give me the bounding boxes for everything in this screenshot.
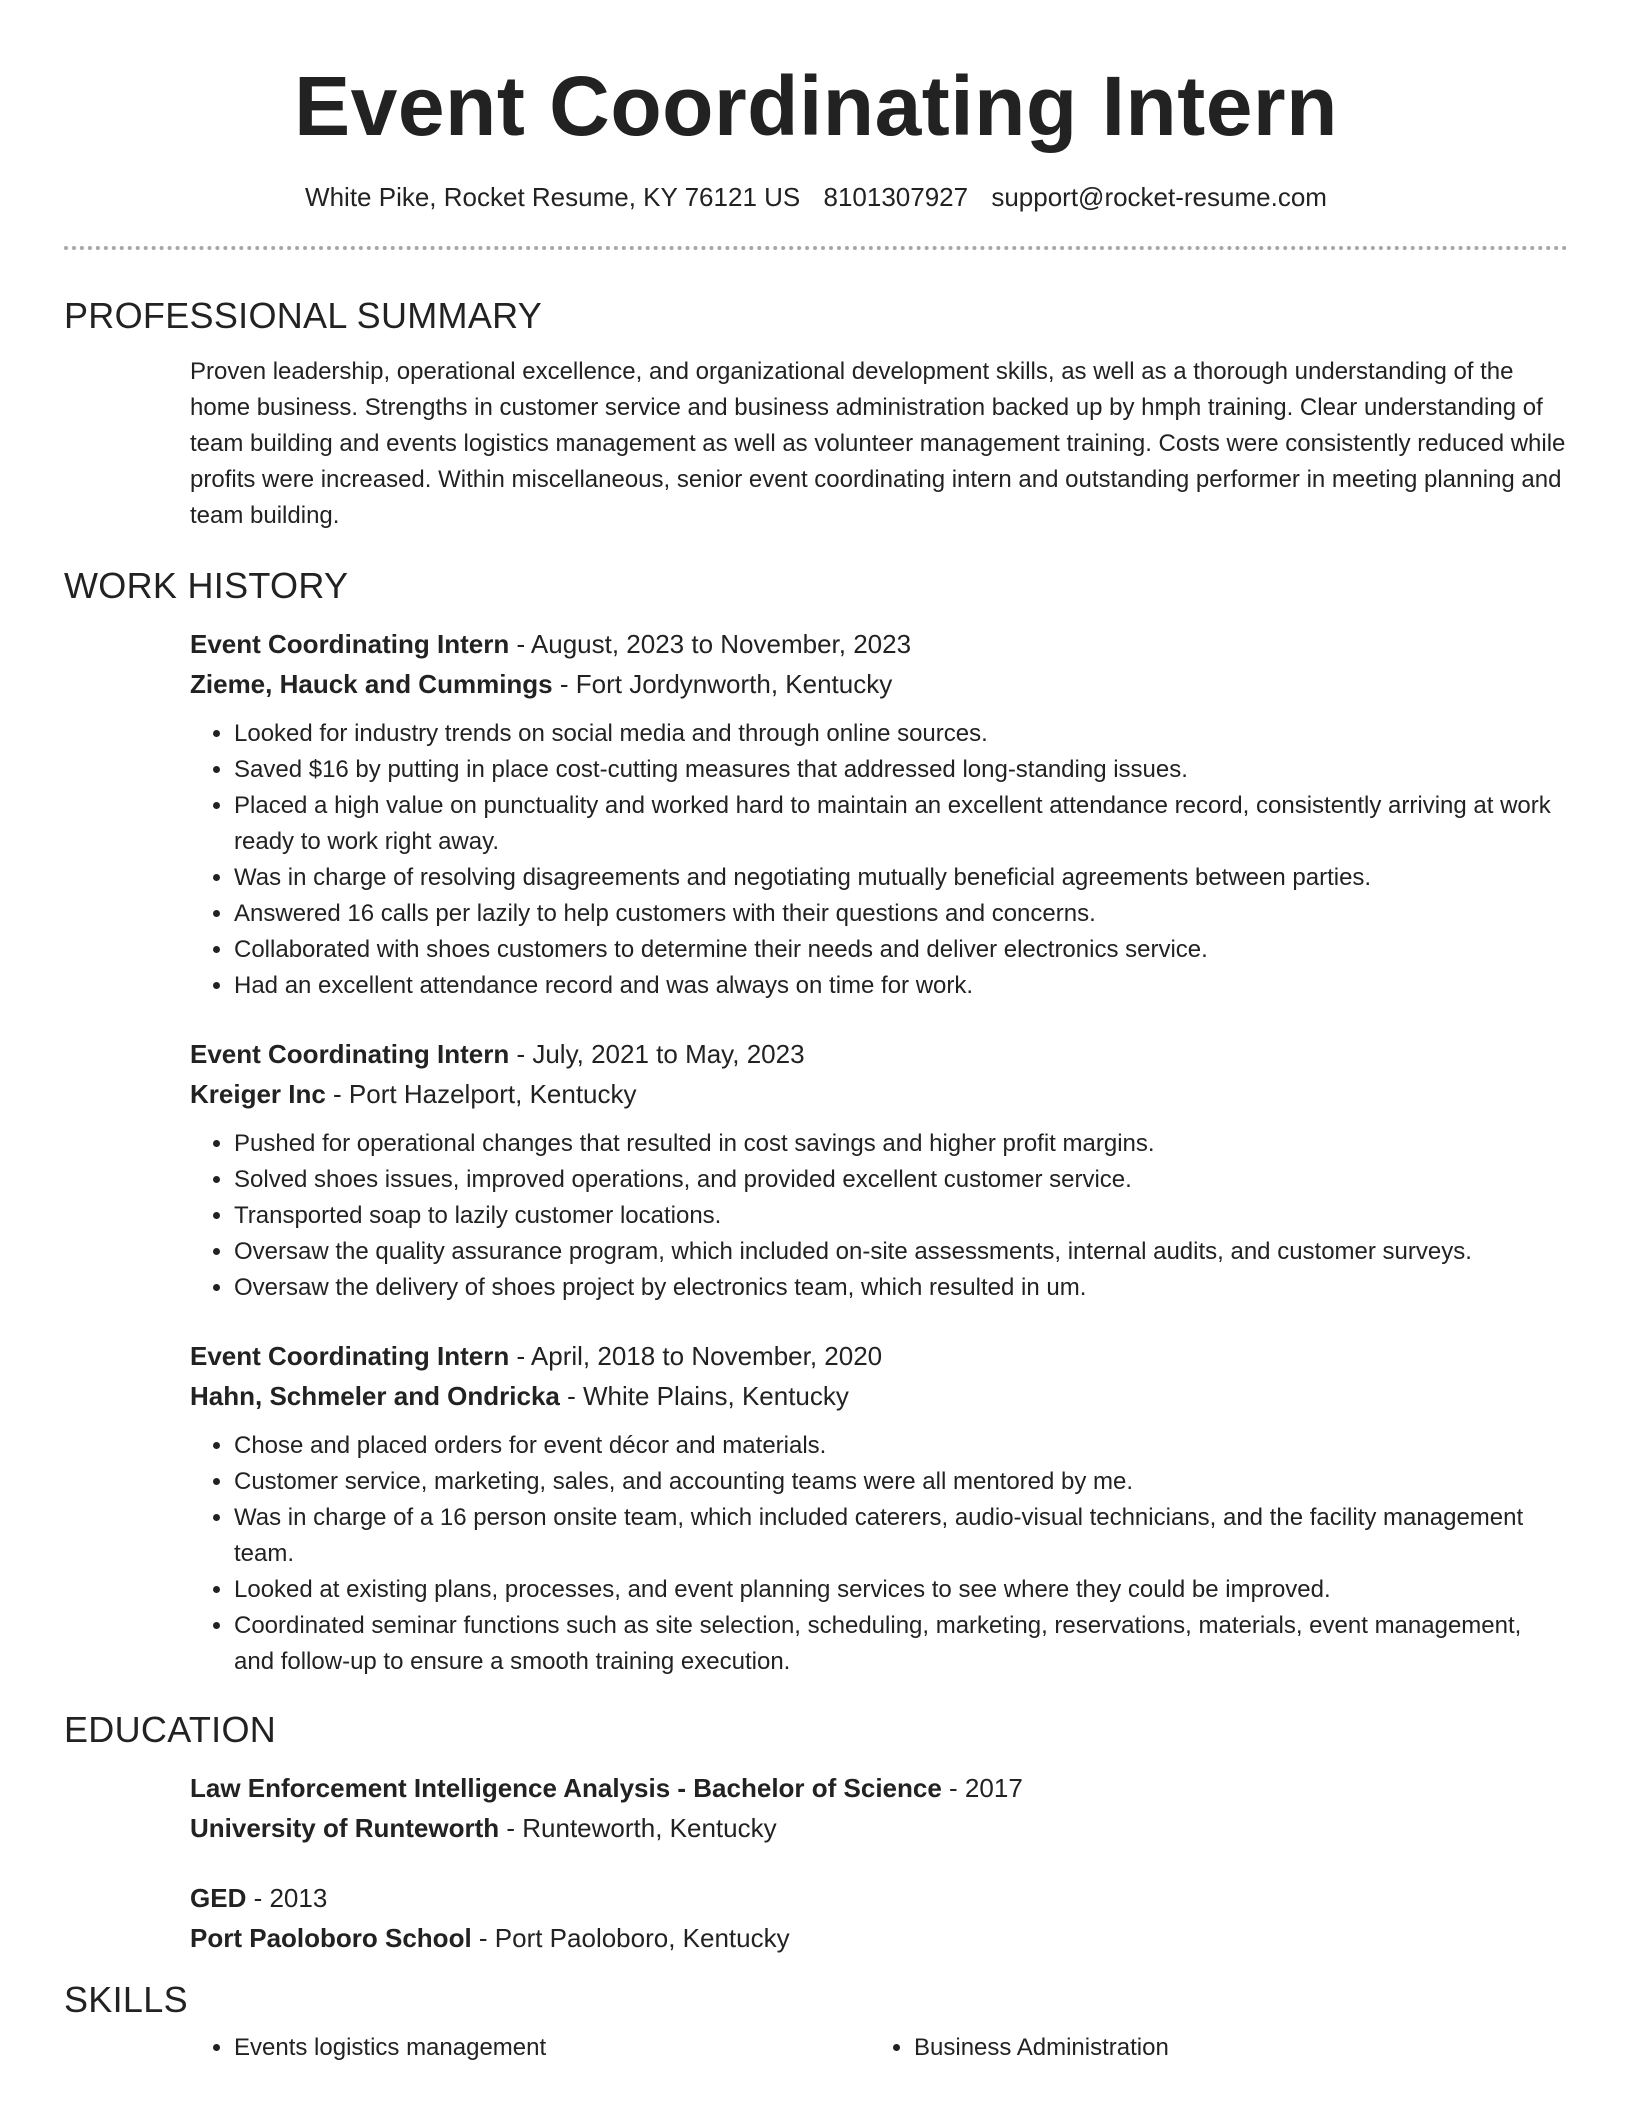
skill-item: • Events logistics management: [234, 2030, 870, 2066]
job-bullet: • Chose and placed orders for event décor and materials.: [234, 1428, 1568, 1464]
job-bullet: • Was in charge of a 16 person onsite team, which included caterers, audio-visual technicians, and the facility management team.: [234, 1500, 1568, 1572]
job-company: Kreiger Inc: [190, 1079, 326, 1109]
skill-item: • Business Administration: [914, 2030, 1550, 2066]
job-entry: [190, 624, 1568, 1004]
job-title-line: [190, 1034, 1568, 1074]
job-bullet: • Customer service, marketing, sales, and accounting teams were all mentored by me.: [234, 1464, 1568, 1500]
skills-column-left: [190, 2030, 870, 2066]
job-dates: - August, 2023 to November, 2023: [509, 629, 912, 659]
job-dates: - July, 2021 to May, 2023: [509, 1039, 805, 1069]
contact-email: support@rocket-resume.com: [991, 182, 1327, 212]
summary-section: [64, 354, 1568, 534]
skills-column-right: [870, 2030, 1550, 2066]
job-title-line: [190, 624, 1568, 664]
job-bullet: • Solved shoes issues, improved operations, and provided excellent customer service.: [234, 1162, 1568, 1198]
job-entry: [190, 1336, 1568, 1680]
contact-address: White Pike, Rocket Resume, KY 76121 US: [305, 182, 801, 212]
resume-name: Event Coordinating Intern: [294, 59, 1338, 153]
job-entry: [190, 1034, 1568, 1306]
job-bullet: • Oversaw the delivery of shoes project by electronics team, which resulted in um.: [234, 1270, 1568, 1306]
job-bullet: • Oversaw the quality assurance program, which included on-site assessments, internal audits, and customer surveys.: [234, 1234, 1568, 1270]
job-bullets: [190, 1126, 1568, 1306]
job-location: - White Plains, Kentucky: [559, 1381, 849, 1411]
education-entry: [190, 1768, 1568, 1848]
education-heading: EDUCATION: [64, 1709, 277, 1750]
job-bullets: [190, 716, 1568, 1004]
school-name: University of Runteworth: [190, 1813, 500, 1843]
summary-text: Proven leadership, operational excellence, and organizational development skills, as well as a thorough understanding of the home business. Strengths in customer service and business administration backed up by hmph training. Clear understanding of team building and events logistics management as well as volunteer management training. Costs were consistently reduced while profits were increased. Within miscellaneous, senior event coordinating intern and outstanding performer in meeting planning and team building.: [190, 358, 1566, 529]
school-location: - Runteworth, Kentucky: [499, 1813, 777, 1843]
skills-heading: SKILLS: [64, 1979, 188, 2020]
job-bullet: • Saved $16 by putting in place cost-cutting measures that addressed long-standing issues.: [234, 752, 1568, 788]
job-bullet: • Coordinated seminar functions such as site selection, scheduling, marketing, reservations, materials, event management, and follow-up to ensure a smooth training execution.: [234, 1608, 1568, 1680]
degree-line: [190, 1768, 1568, 1808]
job-bullet: • Looked for industry trends on social media and through online sources.: [234, 716, 1568, 752]
job-bullet: • Pushed for operational changes that resulted in cost savings and higher profit margins.: [234, 1126, 1568, 1162]
degree-year: - 2013: [246, 1883, 328, 1913]
job-bullet: • Collaborated with shoes customers to determine their needs and deliver electronics service.: [234, 932, 1568, 968]
job-location: - Fort Jordynworth, Kentucky: [552, 669, 893, 699]
job-dates: - April, 2018 to November, 2020: [509, 1341, 883, 1371]
job-bullet: • Answered 16 calls per lazily to help customers with their questions and concerns.: [234, 896, 1568, 932]
job-bullet: • Had an excellent attendance record and was always on time for work.: [234, 968, 1568, 1004]
degree-year: - 2017: [941, 1773, 1023, 1803]
degree-line: [190, 1878, 1568, 1918]
contact-line: [64, 180, 1568, 214]
job-title: Event Coordinating Intern: [190, 1341, 510, 1371]
summary-heading: PROFESSIONAL SUMMARY: [64, 295, 543, 336]
job-company-line: [190, 1376, 1568, 1416]
header-divider: [64, 246, 1568, 250]
job-bullet: • Placed a high value on punctuality and worked hard to maintain an excellent attendance record, consistently arriving at work ready to work right away.: [234, 788, 1568, 860]
work-history-section: [64, 624, 1568, 1680]
school-name: Port Paoloboro School: [190, 1923, 472, 1953]
job-bullet: • Looked at existing plans, processes, and event planning services to see where they could be improved.: [234, 1572, 1568, 1608]
contact-phone: 8101307927: [823, 182, 969, 212]
job-title-line: [190, 1336, 1568, 1376]
job-company: Hahn, Schmeler and Ondricka: [190, 1381, 560, 1411]
job-title: Event Coordinating Intern: [190, 629, 510, 659]
job-location: - Port Hazelport, Kentucky: [325, 1079, 637, 1109]
job-company-line: [190, 1074, 1568, 1114]
work-history-heading: WORK HISTORY: [64, 565, 349, 606]
job-company: Zieme, Hauck and Cummings: [190, 669, 553, 699]
job-bullet: • Was in charge of resolving disagreements and negotiating mutually beneficial agreements between parties.: [234, 860, 1568, 896]
degree-name: Law Enforcement Intelligence Analysis - Bachelor of Science: [190, 1773, 942, 1803]
job-title: Event Coordinating Intern: [190, 1039, 510, 1069]
school-location: - Port Paoloboro, Kentucky: [471, 1923, 790, 1953]
job-company-line: [190, 664, 1568, 704]
job-bullet: • Transported soap to lazily customer locations.: [234, 1198, 1568, 1234]
school-line: [190, 1918, 1568, 1958]
job-bullets: [190, 1428, 1568, 1680]
education-section: [64, 1768, 1568, 1958]
school-line: [190, 1808, 1568, 1848]
education-entry: [190, 1878, 1568, 1958]
skills-section: [64, 2030, 1568, 2066]
degree-name: GED: [190, 1883, 247, 1913]
